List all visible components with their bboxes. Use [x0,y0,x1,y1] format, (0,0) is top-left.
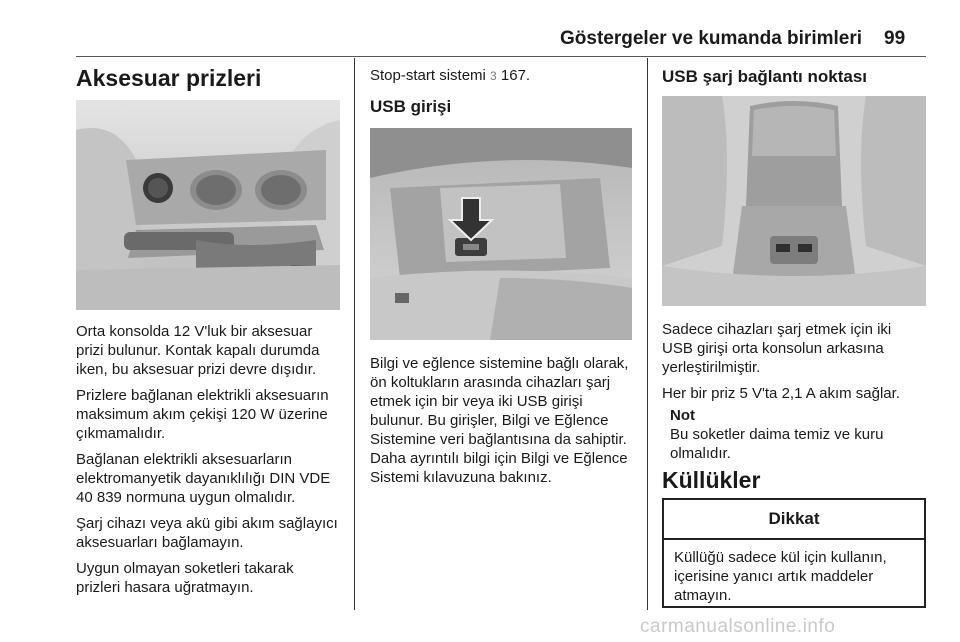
photo-accessory-socket [76,100,340,310]
paragraph: Her bir priz 5 V'ta 2,1 A akım sağlar. [662,385,900,402]
accessory-text-block [76,322,340,597]
usb-input-paragraph: Bilgi ve eğlence sistemine bağlı olarak, ön koltukların arasında cihazları şarj etmek için bir veya iki USB girişi bulunur. Bu girişler, Bilgi ve Eğlence Sistemine veri bağlantısına da sahiptir. Daha ayrıntılı bilgi için Bilgi ve Eğlence Sistemi kılavuzuna bakınız. [370,355,629,486]
header-title: Göstergeler ve kumanda birimleri [560,28,863,49]
caution-title: Dikkat [664,500,924,540]
paragraph: Prizlere bağlanan elektrikli aksesuarın maksimum akım çekişi 120 W üzerine çıkmamalıdır. [76,387,329,442]
paragraph: Uygun olmayan soketleri takarak prizleri hasara uğratmayın. [76,560,294,596]
caution-text: Küllüğü sadece kül için kullanın, içerisine yanıcı artık maddeler atmayın. [674,549,887,604]
usb-charging-text-block [662,320,926,403]
reference-page[interactable]: 167. [500,67,531,84]
reference-text: Stop-start sistemi [370,67,486,84]
note-text: Bu soketler daima temiz ve kuru olmalıdır. [670,426,884,462]
column-divider-2 [647,58,648,610]
section-heading-usb-charging: USB şarj bağlantı noktası [662,67,867,86]
note-title: Not [670,407,695,424]
page-number: 99 [884,28,906,49]
section-heading-usb-input: USB girişi [370,97,452,116]
photo-usb-input [370,128,632,340]
caution-box [662,498,926,608]
photo-usb-charging-port [662,96,926,306]
paragraph: Şarj cihazı veya akü gibi akım sağlayıcı aksesuarları bağlamayın. [76,515,338,551]
column-divider-1 [354,58,355,610]
paragraph: Sadece cihazları şarj etmek için iki USB girişi orta konsolun arkasına yerleştirilmiştir. [662,321,892,376]
page-header [0,26,960,56]
paragraph: Orta konsolda 12 V'luk bir aksesuar prizi bulunur. Kontak kapalı durumda iken, bu aksesuar prizi devre dışıdır. [76,323,320,378]
stop-start-reference [370,66,632,86]
watermark: carmanualsonline.info [640,616,836,637]
header-rule [76,56,926,57]
paragraph: Bağlanan elektrikli aksesuarların elektromanyetik dayanıklılığı DIN VDE 40 839 normuna uygun olmalıdır. [76,451,331,506]
reference-arrow-icon: 3 [490,69,497,83]
section-heading-accessory-sockets: Aksesuar prizleri [76,65,262,91]
note-block [670,406,920,463]
section-heading-ashtrays: Küllükler [662,467,761,493]
